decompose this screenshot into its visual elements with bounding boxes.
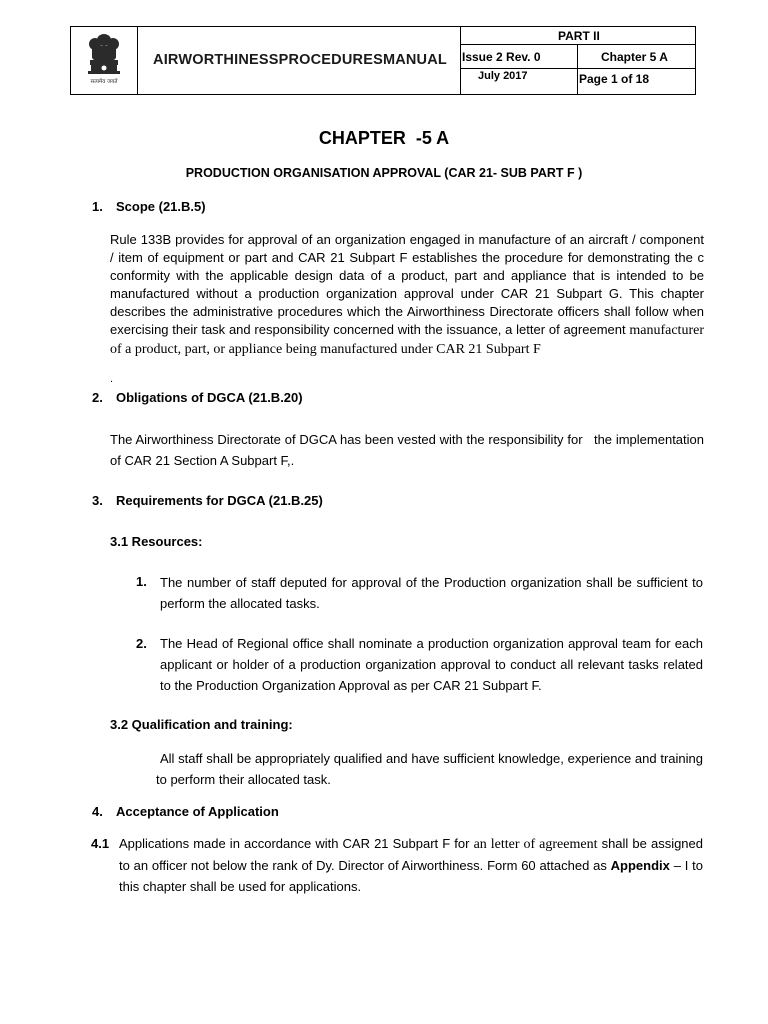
issue-date: July 2017 [478, 70, 528, 82]
resources-heading: 3.1 Resources: [110, 534, 203, 549]
manual-title: AIRWORTHINESSPROCEDURESMANUAL [153, 52, 447, 68]
acceptance-text: Applications made in accordance with CAR 21 Subpart F for [119, 836, 470, 851]
section-number: 3. [92, 493, 103, 508]
section-heading-scope [92, 199, 206, 214]
scope-text-serif: manufacturer of a product, part, or appliance being manufactured under CAR 21 Subpart F [110, 323, 704, 357]
section-heading-requirements [92, 493, 323, 508]
acceptance-text: shall be assigned to an officer not below the rank of Dy. Director of Airworthiness. Form 60 attached as [119, 836, 704, 873]
header-divider [577, 44, 578, 94]
section-title: Requirements for DGCA (21.B.25) [116, 493, 323, 508]
list-item-number: 1. [136, 574, 147, 589]
qualification-paragraph: All staff shall be appropriately qualified and have sufficient knowledge, experience and training to perform their allocated task. [156, 751, 703, 787]
section-number: 4. [92, 804, 103, 819]
part-label: PART II [558, 29, 600, 43]
chapter-ref: Chapter 5 A [601, 50, 668, 64]
subsection-number: 4.1 [91, 836, 110, 851]
section-number: 1. [92, 199, 103, 214]
list-item-number: 2. [136, 636, 147, 651]
qualification-heading: 3.2 Qualification and training: [110, 717, 293, 732]
scope-paragraph [110, 231, 704, 359]
section-title: Obligations of DGCA (21.B.20) [116, 390, 303, 405]
header-divider [460, 44, 695, 45]
page-number: Page 1 of 18 [579, 72, 650, 86]
acceptance-text: – I to this chapter shall be used for applications. [119, 858, 703, 894]
issue-label: Issue 2 Rev. 0 [462, 50, 541, 64]
chapter-title: CHAPTER -5 A [318, 128, 450, 148]
national-emblem-icon [81, 31, 127, 89]
section-title: Scope (21.B.5) [116, 199, 206, 214]
acceptance-paragraph [119, 833, 703, 897]
header-divider [137, 27, 138, 94]
emblem-motto: सत्यमेव जयते [90, 79, 118, 85]
section-heading-obligations [92, 390, 303, 405]
appendix-label: Appendix [610, 858, 670, 873]
list-item: The Head of Regional office shall nominate a production organization approval team for each applicant or holder of a production organization approval to conduct all relevant tasks related to the Production Organization Approval as per CAR 21 Subpart F. [160, 636, 703, 693]
header-divider [460, 68, 695, 69]
list-item: The number of staff deputed for approval of the Production organization shall be sufficient to perform the allocated tasks. [160, 575, 703, 611]
stray-period: . [110, 373, 114, 385]
chapter-subtitle: PRODUCTION ORGANISATION APPROVAL (CAR 21- SUB PART F ) [185, 166, 583, 180]
section-title: Acceptance of Application [116, 804, 279, 819]
acceptance-text-serif: an letter of agreement [473, 837, 598, 852]
obligations-paragraph: The Airworthiness Directorate of DGCA has been vested with the responsibility for the implementation of CAR 21 Section A Subpart F,. [110, 432, 708, 468]
section-number: 2. [92, 390, 103, 405]
section-heading-acceptance [92, 804, 279, 819]
scope-text: Rule 133B provides for approval of an organization engaged in manufacture of an aircraft / component / item of equipment or part and CAR 21 Subpart F establishes the procedure for demonstrating the c conformity with the applicable design data of a product, part and appliance that is intended to be manufactured without a production organization approval under CAR 21 Subpart G. This chapter describes the administrative procedures which the Airworthiness Directorate officers shall follow when exercising their task and responsibility concerned with the issuance, a letter of agreement [110, 232, 704, 337]
document-header [70, 26, 696, 95]
